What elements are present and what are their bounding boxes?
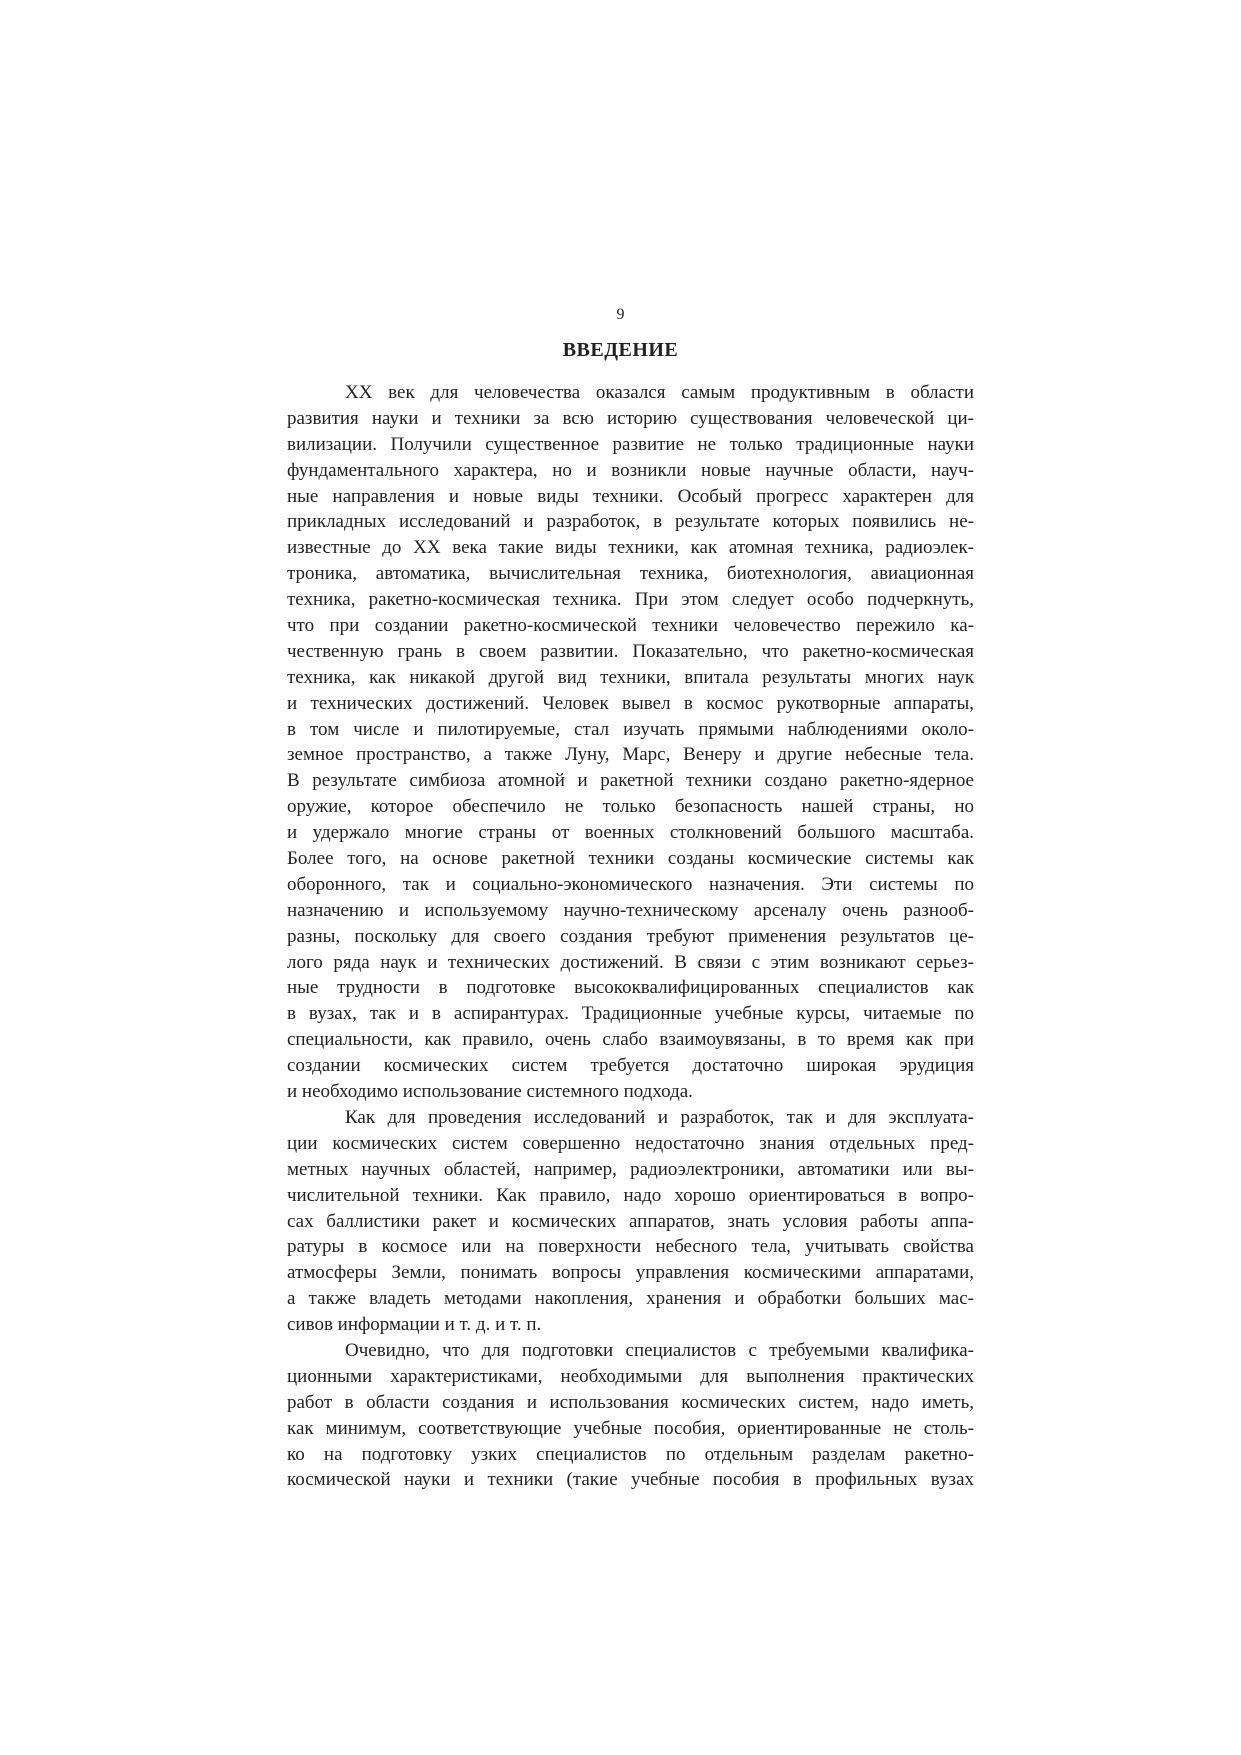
text-line: прикладных исследований и разработок, в результате которых появились не-	[287, 511, 974, 533]
text-line: числительной техники. Как правило, надо хорошо ориентироваться в вопро-	[287, 1184, 974, 1206]
text-line: назначению и используемому научно-техническому арсеналу очень разнооб-	[287, 899, 974, 921]
text-line: оборонного, так и социально-экономического назначения. Эти системы по	[287, 873, 974, 895]
text-line: ции космических систем совершенно недостаточно знания отдельных пред-	[287, 1132, 974, 1154]
text-line: и необходимо использование системного подхода.	[287, 1081, 693, 1103]
text-line: развития науки и техники за всю историю существования человеческой ци-	[287, 407, 974, 429]
text-line: XX век для человечества оказался самым продуктивным в области	[345, 382, 974, 403]
text-line: и технических достижений. Человек вывел в космос рукотворные аппараты,	[287, 692, 974, 714]
text-line: космической науки и техники (такие учебные пособия в профильных вузах	[287, 1469, 974, 1491]
text-line: сивов информации и т. д. и т. п.	[287, 1314, 542, 1336]
text-line: оружие, которое обеспечило не только безопасность нашей страны, но	[287, 796, 974, 818]
text-line: ко на подготовку узких специалистов по отдельным разделам ракетно-	[287, 1443, 974, 1465]
text-line: вилизации. Получили существенное развитие не только традиционные науки	[287, 433, 974, 455]
text-line: техника, ракетно-космическая техника. При этом следует особо подчеркнуть,	[287, 589, 974, 611]
text-line: специальности, как правило, очень слабо взаимоувязаны, в то время как при	[287, 1029, 974, 1051]
text-line: метных научных областей, например, радиоэлектроники, автоматики или вы-	[287, 1158, 974, 1180]
text-line: Очевидно, что для подготовки специалистов с требуемыми квалифика-	[345, 1339, 974, 1361]
chapter-title: ВВЕДЕНИЕ	[562, 339, 679, 361]
text-line: создании космических систем требуется достаточно широкая эрудиция	[287, 1055, 974, 1077]
text-line: В результате симбиоза атомной и ракетной техники создано ракетно-ядерное	[287, 770, 974, 792]
text-line: фундаментального характера, но и возникли новые научные области, науч-	[287, 459, 974, 481]
text-line: разны, поскольку для своего создания требуют применения результатов це-	[287, 925, 974, 947]
text-line: известные до XX века такие виды техники, как атомная техника, радиоэлек-	[287, 537, 974, 559]
text-line: ные направления и новые виды техники. Особый прогресс характерен для	[287, 485, 974, 507]
text-line: техника, как никакой другой вид техники, впитала результаты многих наук	[287, 666, 974, 688]
text-line: троника, автоматика, вычислительная техника, биотехнология, авиационная	[287, 563, 974, 585]
text-line: сах баллистики ракет и космических аппаратов, знать условия работы аппа-	[287, 1210, 974, 1232]
text-line: и удержало многие страны от военных столкновений большого масштаба.	[287, 822, 974, 844]
text-line: ратуры в космосе или на поверхности небесного тела, учитывать свойства	[287, 1236, 974, 1258]
body-text	[287, 380, 974, 1493]
text-line: в том числе и пилотируемые, стал изучать прямыми наблюдениями около-	[287, 718, 974, 740]
text-line: лого ряда наук и технических достижений. В связи с этим возникают серьез-	[287, 951, 974, 973]
text-line: как минимум, соответствующие учебные пособия, ориентированные не столь-	[287, 1417, 974, 1439]
page-number: 9	[616, 306, 625, 323]
text-line: а также владеть методами накопления, хранения и обработки больших мас-	[287, 1288, 974, 1310]
text-line: Более того, на основе ракетной техники созданы космические системы как	[287, 848, 974, 870]
text-line: работ в области создания и использования космических систем, надо иметь,	[287, 1391, 974, 1413]
text-line: что при создании ракетно-космической техники человечество пережило ка-	[287, 615, 974, 637]
text-line: атмосферы Земли, понимать вопросы управления космическими аппаратами,	[287, 1262, 974, 1284]
text-line: Как для проведения исследований и разработок, так и для эксплуата-	[345, 1106, 974, 1128]
text-line: земное пространство, а также Луну, Марс, Венеру и другие небесные тела.	[287, 744, 974, 766]
text-line: ные трудности в подготовке высококвалифицированных специалистов как	[287, 977, 974, 999]
text-line: в вузах, так и в аспирантурах. Традиционные учебные курсы, читаемые по	[287, 1003, 974, 1025]
text-line: чественную грань в своем развитии. Показательно, что ракетно-космическая	[287, 640, 974, 662]
text-line: ционными характеристиками, необходимыми для выполнения практических	[287, 1365, 974, 1387]
